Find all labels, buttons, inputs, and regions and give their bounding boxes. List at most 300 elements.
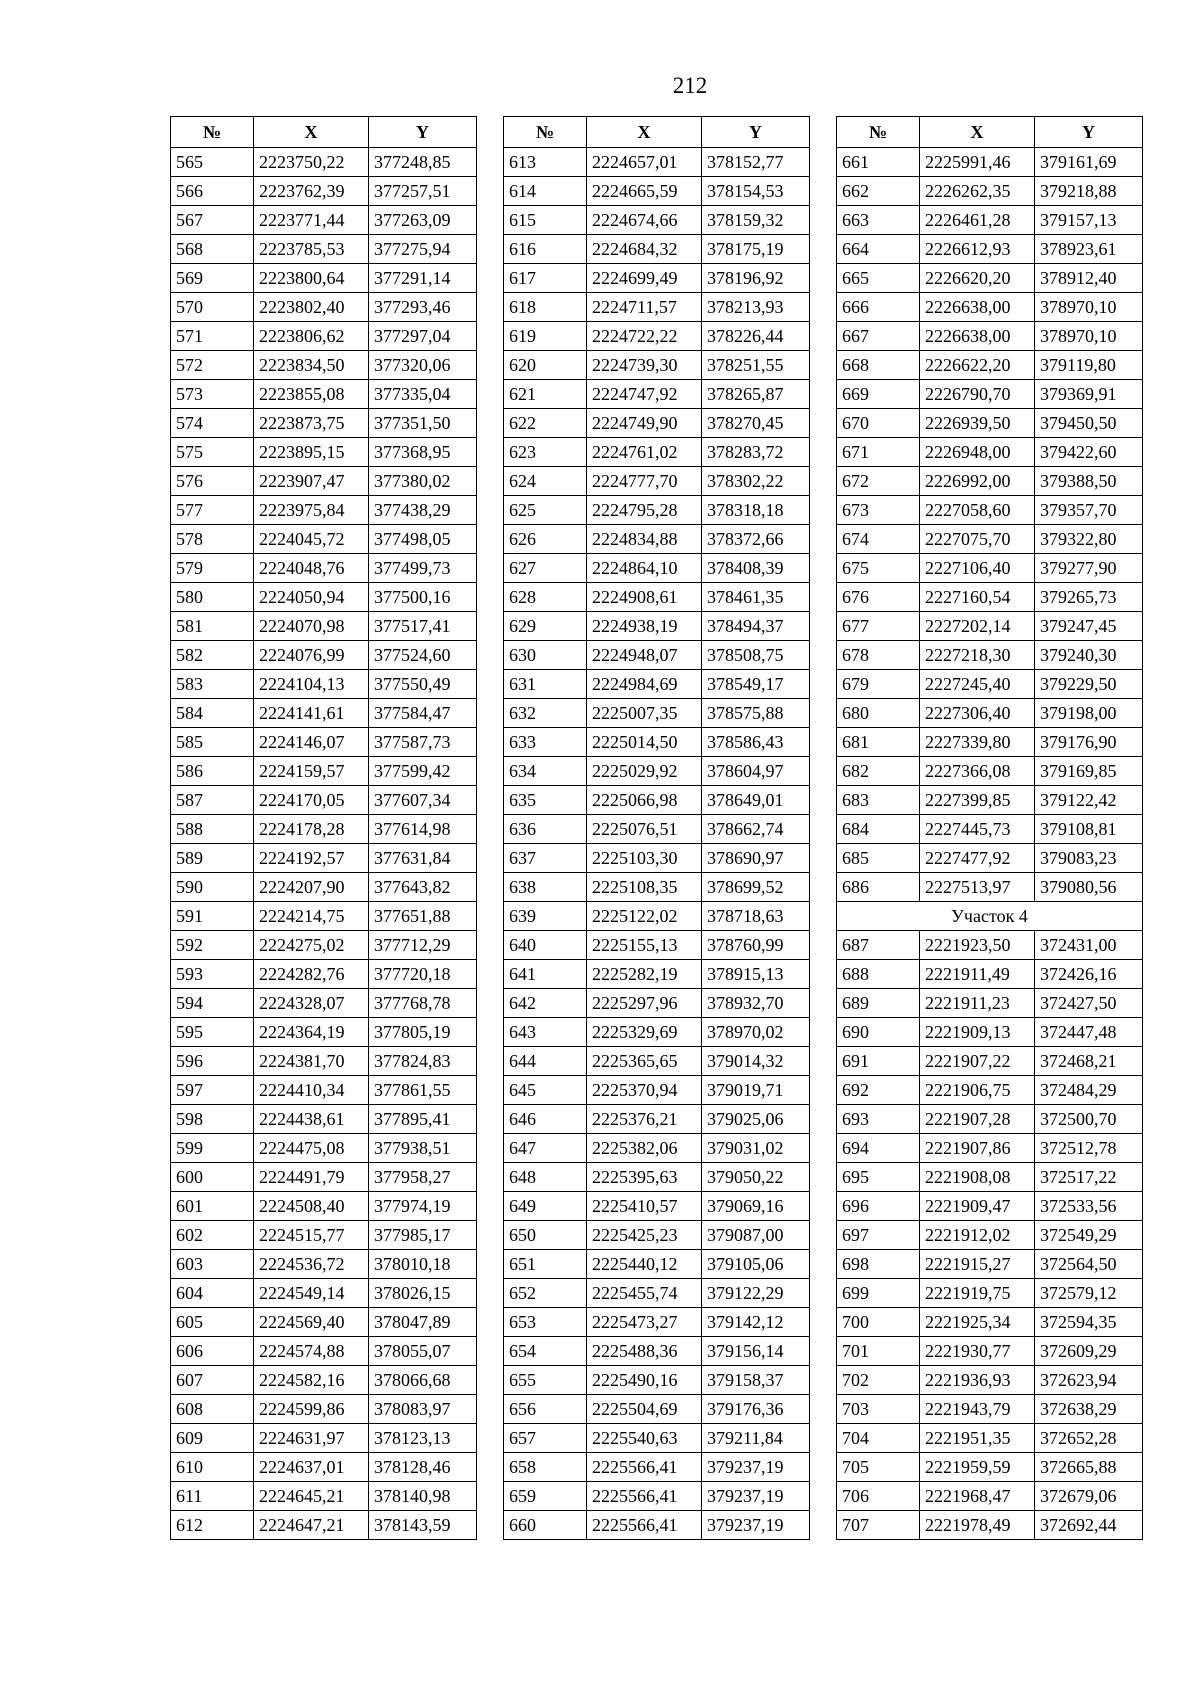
point-number-cell: 568 xyxy=(171,235,254,264)
x-coordinate-cell: 2224508,40 xyxy=(254,1192,369,1221)
point-number-cell: 631 xyxy=(504,670,587,699)
x-coordinate-cell: 2221912,02 xyxy=(920,1221,1035,1250)
point-number-cell: 622 xyxy=(504,409,587,438)
table-row xyxy=(171,264,477,293)
table-row xyxy=(837,148,1143,177)
x-coordinate-cell: 2224948,07 xyxy=(587,641,702,670)
y-coordinate-cell: 379176,90 xyxy=(1035,728,1143,757)
table-row xyxy=(837,438,1143,467)
point-number-cell: 610 xyxy=(171,1453,254,1482)
y-coordinate-cell: 378970,02 xyxy=(702,1018,810,1047)
table-row xyxy=(504,670,810,699)
table-row xyxy=(837,728,1143,757)
point-number-cell: 636 xyxy=(504,815,587,844)
point-number-cell: 599 xyxy=(171,1134,254,1163)
x-coordinate-cell: 2227513,97 xyxy=(920,873,1035,902)
point-number-cell: 618 xyxy=(504,293,587,322)
y-coordinate-cell: 377985,17 xyxy=(369,1221,477,1250)
x-coordinate-cell: 2225014,50 xyxy=(587,728,702,757)
table-row xyxy=(504,1395,810,1424)
x-coordinate-cell: 2224908,61 xyxy=(587,583,702,612)
table-row xyxy=(837,989,1143,1018)
y-coordinate-cell: 378662,74 xyxy=(702,815,810,844)
table-row xyxy=(504,786,810,815)
table-row xyxy=(837,496,1143,525)
table-row xyxy=(171,1279,477,1308)
y-coordinate-cell: 377320,06 xyxy=(369,351,477,380)
x-coordinate-cell: 2225540,63 xyxy=(587,1424,702,1453)
table-row xyxy=(504,1221,810,1250)
point-number-cell: 676 xyxy=(837,583,920,612)
point-number-cell: 650 xyxy=(504,1221,587,1250)
y-coordinate-cell: 379122,42 xyxy=(1035,786,1143,815)
y-coordinate-cell: 377438,29 xyxy=(369,496,477,525)
table-row xyxy=(837,1511,1143,1540)
x-coordinate-cell: 2223873,75 xyxy=(254,409,369,438)
table-row xyxy=(504,1163,810,1192)
point-number-cell: 570 xyxy=(171,293,254,322)
table-row xyxy=(837,612,1143,641)
table-row xyxy=(837,583,1143,612)
x-coordinate-cell: 2221915,27 xyxy=(920,1250,1035,1279)
table-row xyxy=(504,322,810,351)
table-row xyxy=(171,1192,477,1221)
y-coordinate-cell: 372427,50 xyxy=(1035,989,1143,1018)
point-number-cell: 602 xyxy=(171,1221,254,1250)
x-coordinate-cell: 2225103,30 xyxy=(587,844,702,873)
table-row xyxy=(837,1337,1143,1366)
point-number-cell: 679 xyxy=(837,670,920,699)
x-coordinate-cell: 2221925,34 xyxy=(920,1308,1035,1337)
table-row xyxy=(171,235,477,264)
x-coordinate-cell: 2224549,14 xyxy=(254,1279,369,1308)
table-row xyxy=(171,206,477,235)
y-coordinate-cell: 377861,55 xyxy=(369,1076,477,1105)
table-row xyxy=(171,351,477,380)
table-row xyxy=(837,670,1143,699)
y-coordinate-cell: 379142,12 xyxy=(702,1308,810,1337)
y-coordinate-cell: 372512,78 xyxy=(1035,1134,1143,1163)
x-coordinate-cell: 2221930,77 xyxy=(920,1337,1035,1366)
point-number-cell: 575 xyxy=(171,438,254,467)
x-coordinate-cell: 2226992,00 xyxy=(920,467,1035,496)
x-coordinate-cell: 2223806,62 xyxy=(254,322,369,351)
y-coordinate-cell: 378123,13 xyxy=(369,1424,477,1453)
point-number-cell: 587 xyxy=(171,786,254,815)
table-row xyxy=(171,641,477,670)
point-number-cell: 645 xyxy=(504,1076,587,1105)
y-coordinate-cell: 378923,61 xyxy=(1035,235,1143,264)
y-coordinate-cell: 379237,19 xyxy=(702,1511,810,1540)
point-number-cell: 689 xyxy=(837,989,920,1018)
point-number-cell: 648 xyxy=(504,1163,587,1192)
y-coordinate-cell: 379087,00 xyxy=(702,1221,810,1250)
table-row xyxy=(837,844,1143,873)
point-number-cell: 678 xyxy=(837,641,920,670)
x-coordinate-cell: 2224536,72 xyxy=(254,1250,369,1279)
x-coordinate-cell: 2225282,19 xyxy=(587,960,702,989)
table-row xyxy=(171,786,477,815)
x-coordinate-cell: 2227366,08 xyxy=(920,757,1035,786)
x-coordinate-cell: 2225370,94 xyxy=(587,1076,702,1105)
table-row xyxy=(504,206,810,235)
x-coordinate-cell: 2227445,73 xyxy=(920,815,1035,844)
point-number-cell: 658 xyxy=(504,1453,587,1482)
y-coordinate-cell: 379265,73 xyxy=(1035,583,1143,612)
x-coordinate-cell: 2225410,57 xyxy=(587,1192,702,1221)
y-coordinate-cell: 379198,00 xyxy=(1035,699,1143,728)
x-coordinate-cell: 2225365,65 xyxy=(587,1047,702,1076)
table-row xyxy=(171,409,477,438)
point-number-cell: 706 xyxy=(837,1482,920,1511)
y-coordinate-cell: 379031,02 xyxy=(702,1134,810,1163)
point-number-cell: 672 xyxy=(837,467,920,496)
y-coordinate-cell: 378152,77 xyxy=(702,148,810,177)
table-row xyxy=(837,1134,1143,1163)
table-row xyxy=(171,467,477,496)
x-coordinate-cell: 2224207,90 xyxy=(254,873,369,902)
x-coordinate-cell: 2225076,51 xyxy=(587,815,702,844)
y-coordinate-cell: 372665,88 xyxy=(1035,1453,1143,1482)
y-coordinate-cell: 378196,92 xyxy=(702,264,810,293)
point-number-cell: 621 xyxy=(504,380,587,409)
x-coordinate-cell: 2225066,98 xyxy=(587,786,702,815)
point-number-cell: 683 xyxy=(837,786,920,815)
table-row xyxy=(837,554,1143,583)
y-coordinate-cell: 372623,94 xyxy=(1035,1366,1143,1395)
y-coordinate-cell: 379369,91 xyxy=(1035,380,1143,409)
table-row xyxy=(837,293,1143,322)
table-row xyxy=(171,1250,477,1279)
y-coordinate-cell: 379322,80 xyxy=(1035,525,1143,554)
table-row xyxy=(837,1018,1143,1047)
y-coordinate-cell: 378915,13 xyxy=(702,960,810,989)
x-coordinate-cell: 2224674,66 xyxy=(587,206,702,235)
x-coordinate-cell: 2224777,70 xyxy=(587,467,702,496)
y-coordinate-cell: 379019,71 xyxy=(702,1076,810,1105)
y-coordinate-cell: 379422,60 xyxy=(1035,438,1143,467)
y-coordinate-cell: 378461,35 xyxy=(702,583,810,612)
x-coordinate-cell: 2225029,92 xyxy=(587,757,702,786)
table-row xyxy=(171,612,477,641)
y-coordinate-cell: 377275,94 xyxy=(369,235,477,264)
table-row xyxy=(504,641,810,670)
table-row xyxy=(504,960,810,989)
point-number-cell: 627 xyxy=(504,554,587,583)
x-coordinate-cell: 2225007,35 xyxy=(587,699,702,728)
point-number-cell: 642 xyxy=(504,989,587,1018)
x-coordinate-cell: 2225425,23 xyxy=(587,1221,702,1250)
y-coordinate-cell: 379119,80 xyxy=(1035,351,1143,380)
point-number-cell: 690 xyxy=(837,1018,920,1047)
x-coordinate-cell: 2225991,46 xyxy=(920,148,1035,177)
table-row xyxy=(837,1221,1143,1250)
point-number-cell: 580 xyxy=(171,583,254,612)
y-coordinate-cell: 378251,55 xyxy=(702,351,810,380)
y-coordinate-cell: 372692,44 xyxy=(1035,1511,1143,1540)
y-coordinate-cell: 378226,44 xyxy=(702,322,810,351)
y-coordinate-cell: 377500,16 xyxy=(369,583,477,612)
point-number-cell: 641 xyxy=(504,960,587,989)
point-number-cell: 644 xyxy=(504,1047,587,1076)
x-coordinate-cell: 2221968,47 xyxy=(920,1482,1035,1511)
y-coordinate-cell: 378265,87 xyxy=(702,380,810,409)
table-row xyxy=(504,148,810,177)
y-coordinate-cell: 379108,81 xyxy=(1035,815,1143,844)
x-coordinate-cell: 2227106,40 xyxy=(920,554,1035,583)
table-row xyxy=(171,1366,477,1395)
point-number-cell: 614 xyxy=(504,177,587,206)
y-coordinate-cell: 378140,98 xyxy=(369,1482,477,1511)
table-row xyxy=(171,1076,477,1105)
x-coordinate-cell: 2227075,70 xyxy=(920,525,1035,554)
point-number-cell: 684 xyxy=(837,815,920,844)
x-coordinate-cell: 2221951,35 xyxy=(920,1424,1035,1453)
point-number-cell: 663 xyxy=(837,206,920,235)
header-y: Y xyxy=(1035,117,1143,148)
point-number-cell: 646 xyxy=(504,1105,587,1134)
point-number-cell: 567 xyxy=(171,206,254,235)
y-coordinate-cell: 378408,39 xyxy=(702,554,810,583)
y-coordinate-cell: 372533,56 xyxy=(1035,1192,1143,1221)
x-coordinate-cell: 2224364,19 xyxy=(254,1018,369,1047)
x-coordinate-cell: 2224076,99 xyxy=(254,641,369,670)
table-row xyxy=(504,1337,810,1366)
table-row xyxy=(504,1424,810,1453)
table-row xyxy=(837,757,1143,786)
table-row xyxy=(171,1105,477,1134)
point-number-cell: 598 xyxy=(171,1105,254,1134)
header-row xyxy=(504,117,810,148)
y-coordinate-cell: 378143,59 xyxy=(369,1511,477,1540)
y-coordinate-cell: 377263,09 xyxy=(369,206,477,235)
y-coordinate-cell: 378128,46 xyxy=(369,1453,477,1482)
point-number-cell: 655 xyxy=(504,1366,587,1395)
y-coordinate-cell: 378970,10 xyxy=(1035,293,1143,322)
table-row xyxy=(171,873,477,902)
x-coordinate-cell: 2221907,22 xyxy=(920,1047,1035,1076)
y-coordinate-cell: 372652,28 xyxy=(1035,1424,1143,1453)
point-number-cell: 578 xyxy=(171,525,254,554)
x-coordinate-cell: 2221906,75 xyxy=(920,1076,1035,1105)
y-coordinate-cell: 377291,14 xyxy=(369,264,477,293)
table-row xyxy=(837,322,1143,351)
y-coordinate-cell: 378302,22 xyxy=(702,467,810,496)
table-row xyxy=(837,351,1143,380)
point-number-cell: 569 xyxy=(171,264,254,293)
y-coordinate-cell: 378718,63 xyxy=(702,902,810,931)
point-number-cell: 670 xyxy=(837,409,920,438)
table-row xyxy=(504,351,810,380)
table-row xyxy=(504,931,810,960)
table-row xyxy=(504,1511,810,1540)
x-coordinate-cell: 2221923,50 xyxy=(920,931,1035,960)
point-number-cell: 649 xyxy=(504,1192,587,1221)
point-number-cell: 586 xyxy=(171,757,254,786)
y-coordinate-cell: 379083,23 xyxy=(1035,844,1143,873)
y-coordinate-cell: 379080,56 xyxy=(1035,873,1143,902)
point-number-cell: 571 xyxy=(171,322,254,351)
x-coordinate-cell: 2224699,49 xyxy=(587,264,702,293)
point-number-cell: 653 xyxy=(504,1308,587,1337)
x-coordinate-cell: 2224761,02 xyxy=(587,438,702,467)
table-row xyxy=(171,293,477,322)
header-row xyxy=(171,117,477,148)
y-coordinate-cell: 377584,47 xyxy=(369,699,477,728)
y-coordinate-cell: 379237,19 xyxy=(702,1453,810,1482)
x-coordinate-cell: 2224410,34 xyxy=(254,1076,369,1105)
y-coordinate-cell: 378010,18 xyxy=(369,1250,477,1279)
point-number-cell: 585 xyxy=(171,728,254,757)
table-row xyxy=(504,728,810,757)
point-number-cell: 677 xyxy=(837,612,920,641)
table-row xyxy=(504,380,810,409)
x-coordinate-cell: 2224515,77 xyxy=(254,1221,369,1250)
x-coordinate-cell: 2227245,40 xyxy=(920,670,1035,699)
point-number-cell: 698 xyxy=(837,1250,920,1279)
y-coordinate-cell: 378159,32 xyxy=(702,206,810,235)
table-row xyxy=(171,989,477,1018)
x-coordinate-cell: 2225329,69 xyxy=(587,1018,702,1047)
x-coordinate-cell: 2224864,10 xyxy=(587,554,702,583)
table-row xyxy=(504,699,810,728)
point-number-cell: 661 xyxy=(837,148,920,177)
table-row xyxy=(837,1395,1143,1424)
y-coordinate-cell: 378508,75 xyxy=(702,641,810,670)
x-coordinate-cell: 2224475,08 xyxy=(254,1134,369,1163)
y-coordinate-cell: 377614,98 xyxy=(369,815,477,844)
point-number-cell: 591 xyxy=(171,902,254,931)
x-coordinate-cell: 2221909,47 xyxy=(920,1192,1035,1221)
x-coordinate-cell: 2224582,16 xyxy=(254,1366,369,1395)
x-coordinate-cell: 2227058,60 xyxy=(920,496,1035,525)
x-coordinate-cell: 2224045,72 xyxy=(254,525,369,554)
point-number-cell: 565 xyxy=(171,148,254,177)
point-number-cell: 584 xyxy=(171,699,254,728)
x-coordinate-cell: 2224048,76 xyxy=(254,554,369,583)
x-coordinate-cell: 2227339,80 xyxy=(920,728,1035,757)
point-number-cell: 609 xyxy=(171,1424,254,1453)
y-coordinate-cell: 378690,97 xyxy=(702,844,810,873)
y-coordinate-cell: 378055,07 xyxy=(369,1337,477,1366)
y-coordinate-cell: 379157,13 xyxy=(1035,206,1143,235)
x-coordinate-cell: 2224214,75 xyxy=(254,902,369,931)
y-coordinate-cell: 372564,50 xyxy=(1035,1250,1143,1279)
y-coordinate-cell: 377517,41 xyxy=(369,612,477,641)
y-coordinate-cell: 378318,18 xyxy=(702,496,810,525)
y-coordinate-cell: 377643,82 xyxy=(369,873,477,902)
point-number-cell: 634 xyxy=(504,757,587,786)
x-coordinate-cell: 2221978,49 xyxy=(920,1511,1035,1540)
table-row xyxy=(504,583,810,612)
point-number-cell: 592 xyxy=(171,931,254,960)
point-number-cell: 660 xyxy=(504,1511,587,1540)
y-coordinate-cell: 372517,22 xyxy=(1035,1163,1143,1192)
y-coordinate-cell: 372579,12 xyxy=(1035,1279,1143,1308)
table-row xyxy=(171,1018,477,1047)
coordinates-table-3 xyxy=(836,116,1143,1540)
coordinates-table-2 xyxy=(503,116,810,1540)
y-coordinate-cell: 379247,45 xyxy=(1035,612,1143,641)
point-number-cell: 701 xyxy=(837,1337,920,1366)
y-coordinate-cell: 379105,06 xyxy=(702,1250,810,1279)
x-coordinate-cell: 2224645,21 xyxy=(254,1482,369,1511)
table-row xyxy=(171,1424,477,1453)
header-y: Y xyxy=(369,117,477,148)
point-number-cell: 675 xyxy=(837,554,920,583)
point-number-cell: 632 xyxy=(504,699,587,728)
x-coordinate-cell: 2224631,97 xyxy=(254,1424,369,1453)
point-number-cell: 635 xyxy=(504,786,587,815)
point-number-cell: 628 xyxy=(504,583,587,612)
x-coordinate-cell: 2223834,50 xyxy=(254,351,369,380)
point-number-cell: 697 xyxy=(837,1221,920,1250)
header-row xyxy=(837,117,1143,148)
table-body xyxy=(504,148,810,1540)
point-number-cell: 619 xyxy=(504,322,587,351)
x-coordinate-cell: 2227477,92 xyxy=(920,844,1035,873)
point-number-cell: 695 xyxy=(837,1163,920,1192)
y-coordinate-cell: 378586,43 xyxy=(702,728,810,757)
y-coordinate-cell: 377824,83 xyxy=(369,1047,477,1076)
x-coordinate-cell: 2227202,14 xyxy=(920,612,1035,641)
header-x: X xyxy=(920,117,1035,148)
point-number-cell: 594 xyxy=(171,989,254,1018)
point-number-cell: 662 xyxy=(837,177,920,206)
point-number-cell: 613 xyxy=(504,148,587,177)
x-coordinate-cell: 2224574,88 xyxy=(254,1337,369,1366)
x-coordinate-cell: 2225566,41 xyxy=(587,1511,702,1540)
x-coordinate-cell: 2223800,64 xyxy=(254,264,369,293)
table-row xyxy=(504,496,810,525)
table-row xyxy=(504,525,810,554)
y-coordinate-cell: 377297,04 xyxy=(369,322,477,351)
point-number-cell: 616 xyxy=(504,235,587,264)
point-number-cell: 601 xyxy=(171,1192,254,1221)
y-coordinate-cell: 379218,88 xyxy=(1035,177,1143,206)
x-coordinate-cell: 2221959,59 xyxy=(920,1453,1035,1482)
y-coordinate-cell: 379122,29 xyxy=(702,1279,810,1308)
table-row xyxy=(837,409,1143,438)
table-row xyxy=(504,1047,810,1076)
table-row xyxy=(171,1453,477,1482)
x-coordinate-cell: 2224282,76 xyxy=(254,960,369,989)
y-coordinate-cell: 378699,52 xyxy=(702,873,810,902)
x-coordinate-cell: 2224747,92 xyxy=(587,380,702,409)
x-coordinate-cell: 2226939,50 xyxy=(920,409,1035,438)
table-row xyxy=(171,1337,477,1366)
y-coordinate-cell: 372468,21 xyxy=(1035,1047,1143,1076)
point-number-cell: 651 xyxy=(504,1250,587,1279)
y-coordinate-cell: 377498,05 xyxy=(369,525,477,554)
y-coordinate-cell: 378912,40 xyxy=(1035,264,1143,293)
point-number-cell: 680 xyxy=(837,699,920,728)
point-number-cell: 699 xyxy=(837,1279,920,1308)
y-coordinate-cell: 378604,97 xyxy=(702,757,810,786)
y-coordinate-cell: 372500,70 xyxy=(1035,1105,1143,1134)
table-row xyxy=(171,1482,477,1511)
y-coordinate-cell: 378549,17 xyxy=(702,670,810,699)
x-coordinate-cell: 2224275,02 xyxy=(254,931,369,960)
x-coordinate-cell: 2224328,07 xyxy=(254,989,369,1018)
table-row xyxy=(837,467,1143,496)
point-number-cell: 682 xyxy=(837,757,920,786)
section-title: Участок 4 xyxy=(837,902,1143,931)
point-number-cell: 600 xyxy=(171,1163,254,1192)
point-number-cell: 688 xyxy=(837,960,920,989)
point-number-cell: 573 xyxy=(171,380,254,409)
table-row xyxy=(171,728,477,757)
